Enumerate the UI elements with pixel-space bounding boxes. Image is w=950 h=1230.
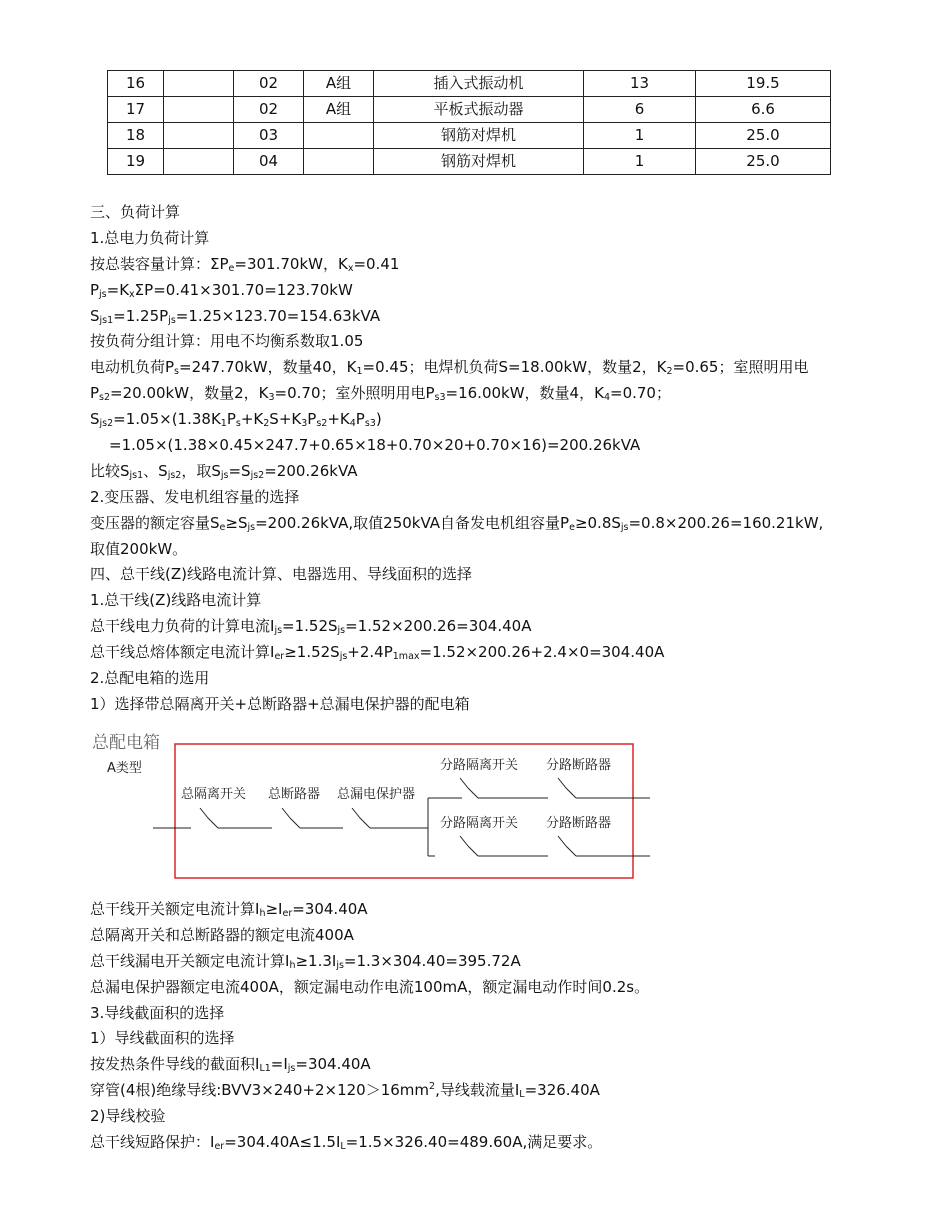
- subsection-heading: 1.总电力负荷计算: [90, 228, 210, 247]
- formula-line: $S_{js1}=1.25P_{js}=1.25\times 123.70=154.63kVA$: [90, 306, 381, 326]
- table-cell-group: [304, 149, 374, 175]
- table-cell-name: 插入式振动机: [374, 71, 584, 97]
- subsection-heading: 2.变压器、发电机组容量的选择: [90, 487, 300, 506]
- table-cell-name: 平板式振动器: [374, 97, 584, 123]
- table-cell-group: A组: [304, 71, 374, 97]
- table-cell-code: 03: [234, 123, 304, 149]
- formula-line: 比较$S_{js1}$、$S_{js2}$，取$S_{js}=S_{js2}=200.26kVA$: [90, 461, 358, 481]
- table-cell-name: 钢筋对焊机: [374, 149, 584, 175]
- diagram-title: 总配电箱: [92, 733, 160, 753]
- table-cell-power: 6.6: [696, 97, 831, 123]
- table-cell-power: 25.0: [696, 149, 831, 175]
- table-row: [108, 97, 831, 123]
- formula-line: 总干线开关额定电流计算$I_h\ge I_{er}=304.40A$: [90, 900, 368, 919]
- distribution-box-svg: [90, 730, 650, 885]
- formula-line: 总干线电力负荷的计算电流$I_{js}=1.52S_{js}=1.52\times 200.26=304.40A$: [90, 617, 532, 637]
- table-cell-code: 02: [234, 97, 304, 123]
- load-calculation-section-continued: [90, 897, 910, 1156]
- main-rcd-symbol: [352, 808, 428, 828]
- equipment-table: [107, 70, 831, 175]
- subsection-heading: 1.总干线(Z)线路电流计算: [90, 591, 262, 610]
- formula-line: 按发热条件导线的截面积$I_{L1}=I_{js}=304.40A$: [90, 1055, 371, 1075]
- text-line: 1）导线截面积的选择: [90, 1029, 235, 1048]
- table-cell-name: 钢筋对焊机: [374, 123, 584, 149]
- main-breaker-symbol: [282, 808, 343, 828]
- formula-line: =1.05×(1.38×0.45×247.7+0.65×18+0.70×20+0.70×16)=200.26kVA: [109, 436, 641, 455]
- table-cell-qty: 13: [584, 71, 696, 97]
- load-calculation-section: [90, 200, 910, 718]
- text-line: 2)导线校验: [90, 1107, 166, 1126]
- subsection-heading: 2.总配电箱的选用: [90, 669, 210, 688]
- table-cell-group: A组: [304, 97, 374, 123]
- table-cell-qty: 6: [584, 97, 696, 123]
- section-heading: 三、负荷计算: [90, 203, 181, 221]
- table-cell-col2: [164, 97, 234, 123]
- table-cell-no: 19: [108, 149, 164, 175]
- table-cell-code: 02: [234, 71, 304, 97]
- table-cell-group: [304, 123, 374, 149]
- table-cell-no: 17: [108, 97, 164, 123]
- formula-line: 按总装容量计算：$\Sigma P_e=301.70kW$，$K_x=0.41$: [90, 254, 400, 274]
- branch1-isolator-label: 分路隔离开关: [440, 758, 519, 773]
- subsection-heading: 3.导线截面积的选择: [90, 1003, 225, 1022]
- branch2-switch-symbols: [460, 836, 650, 856]
- formula-line: 变压器的额定容量$S_e\ge S_{js}=200.26kVA$,取值250kVA自备发电机组容量$P_e\ge 0.8S_{js}=0.8\times 200.26=160.21kW$,: [90, 513, 824, 533]
- table-cell-col2: [164, 123, 234, 149]
- table-cell-no: 18: [108, 123, 164, 149]
- table-cell-power: 25.0: [696, 123, 831, 149]
- formula-line: $P_{s2}=20.00kW$，数量2，$K_3=0.70$；室外照明用电$P_{s3}=16.00kW$，数量4，$K_4=0.70$；: [90, 384, 671, 404]
- branch1-switch-symbols: [435, 778, 650, 798]
- text-line: 1）选择带总隔离开关+总断路器+总漏电保护器的配电箱: [90, 694, 470, 713]
- branch2-isolator-label: 分路隔离开关: [440, 816, 519, 831]
- table-cell-col2: [164, 71, 234, 97]
- table-cell-code: 04: [234, 149, 304, 175]
- distribution-box-diagram: [90, 730, 650, 885]
- table-row: [108, 149, 831, 175]
- formula-line: 总干线总熔体额定电流计算$I_{er}\ge 1.52S_{js}+2.4P_{1max}=1.52\times 200.26+2.4\times 0=304.40A$: [90, 643, 665, 663]
- table-cell-qty: 1: [584, 149, 696, 175]
- formula-line: 总干线短路保护：$I_{er}=304.40A\le 1.5I_L=1.5\times 326.40=489.60A$,满足要求。: [90, 1133, 603, 1153]
- formula-line: 电动机负荷$P_s=247.70kW$，数量40，$K_1=0.45$；电焊机负荷S=18.00kW，数量2，$K_2=0.65$；室照明用电: [90, 358, 809, 378]
- branch2-breaker-label: 分路断路器: [546, 816, 612, 831]
- formula-line: 穿管(4根)绝缘导线$:BVV3\times 240+2\times 120>16mm^2$,导线载流量$I_L=326.40A$: [90, 1081, 600, 1101]
- table-cell-col2: [164, 149, 234, 175]
- table-cell-qty: 1: [584, 123, 696, 149]
- text-line: 按负荷分组计算：用电不均衡系数取1.05: [90, 332, 364, 351]
- text-line: 取值200kW。: [90, 539, 188, 558]
- branch1-breaker-label: 分路断路器: [546, 758, 612, 773]
- table-cell-power: 19.5: [696, 71, 831, 97]
- main-breaker-label: 总断路器: [268, 787, 321, 802]
- diagram-type-label: A类型: [107, 761, 142, 776]
- formula-line: 总干线漏电开关额定电流计算$I_h\ge 1.3I_{js}=1.3\times 304.40=395.72A$: [90, 951, 521, 971]
- main-isolator-symbol: [200, 808, 272, 828]
- main-isolator-label: 总隔离开关: [181, 787, 247, 802]
- formula-line: $S_{js2}=1.05\times(1.38K_1P_s+K_2S+K_3P_{s2}+K_4P_{s3})$: [90, 410, 382, 430]
- table-cell-no: 16: [108, 71, 164, 97]
- text-line: 总漏电保护器额定电流400A，额定漏电动作电流100mA，额定漏电动作时间0.2s。: [90, 977, 650, 996]
- table-row: [108, 71, 831, 97]
- text-line: 总隔离开关和总断路器的额定电流400A: [90, 925, 354, 944]
- section-heading: 四、总干线(Z)线路电流计算、电器选用、导线面积的选择: [90, 565, 472, 584]
- main-rcd-label: 总漏电保护器: [337, 787, 416, 802]
- formula-line: $P_{js}=K_x\Sigma P=0.41\times 301.70=123.70kW$: [90, 280, 353, 300]
- table-row: [108, 123, 831, 149]
